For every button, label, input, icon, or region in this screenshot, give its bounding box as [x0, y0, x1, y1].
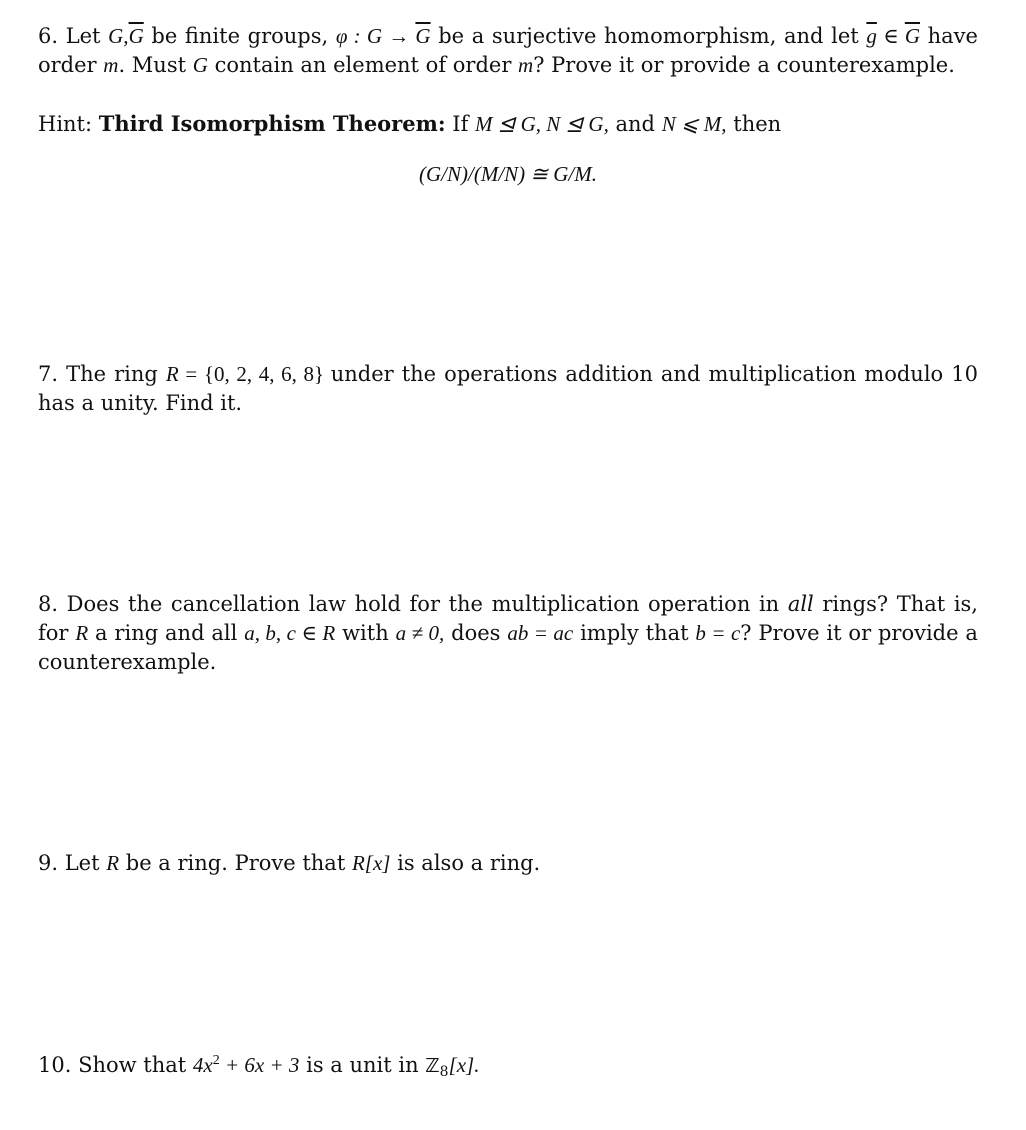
problem-number: 9. — [38, 851, 59, 875]
problem-number: 7. — [38, 362, 59, 386]
problem-9: 9. Let R be a ring. Prove that R[x] is also a ring. — [38, 851, 541, 875]
problem-8: 8. Does the cancellation law hold for the multiplication operation in all rings? That is, for R a ring and all a, b, c ∈ R with a ≠ 0, does ab = ac imply that b = c? Prove it or provide a counterexample. — [38, 592, 978, 674]
problem-number: 6. — [38, 24, 59, 48]
problem-10: 10. Show that $4x^2 + 6x + 3$ is a unit in ℤ$_8$[x]. — [38, 1053, 480, 1080]
problem-number: 8. — [38, 592, 59, 616]
problem-7: 7. The ring R = {0, 2, 4, 6, 8} under the operations addition and multiplication modulo 10 has a unity. Find it. — [38, 362, 978, 415]
hint-display-equation: (G/N)/(M/N) ≅ G/M. — [419, 162, 597, 186]
hint-label: Hint: — [38, 112, 93, 136]
hint-line: Hint: Third Isomorphism Theorem: If M ⊴ G, N ⊴ G, and N ⩽ M, then — [38, 111, 782, 136]
problem-6: 6. Let $G,\overline{G}$ be finite groups, φ : $G \to \overline{G}$ be a surjective homomorphism, and let $\overline{g}$ ∈ $\overline{G}$ have order m. Must G contain an element of order m? Prove it or provide a counterexample. — [38, 24, 978, 77]
problem-number: 10. — [38, 1053, 72, 1077]
theorem-name: Third Isomorphism Theorem: — [98, 111, 446, 136]
